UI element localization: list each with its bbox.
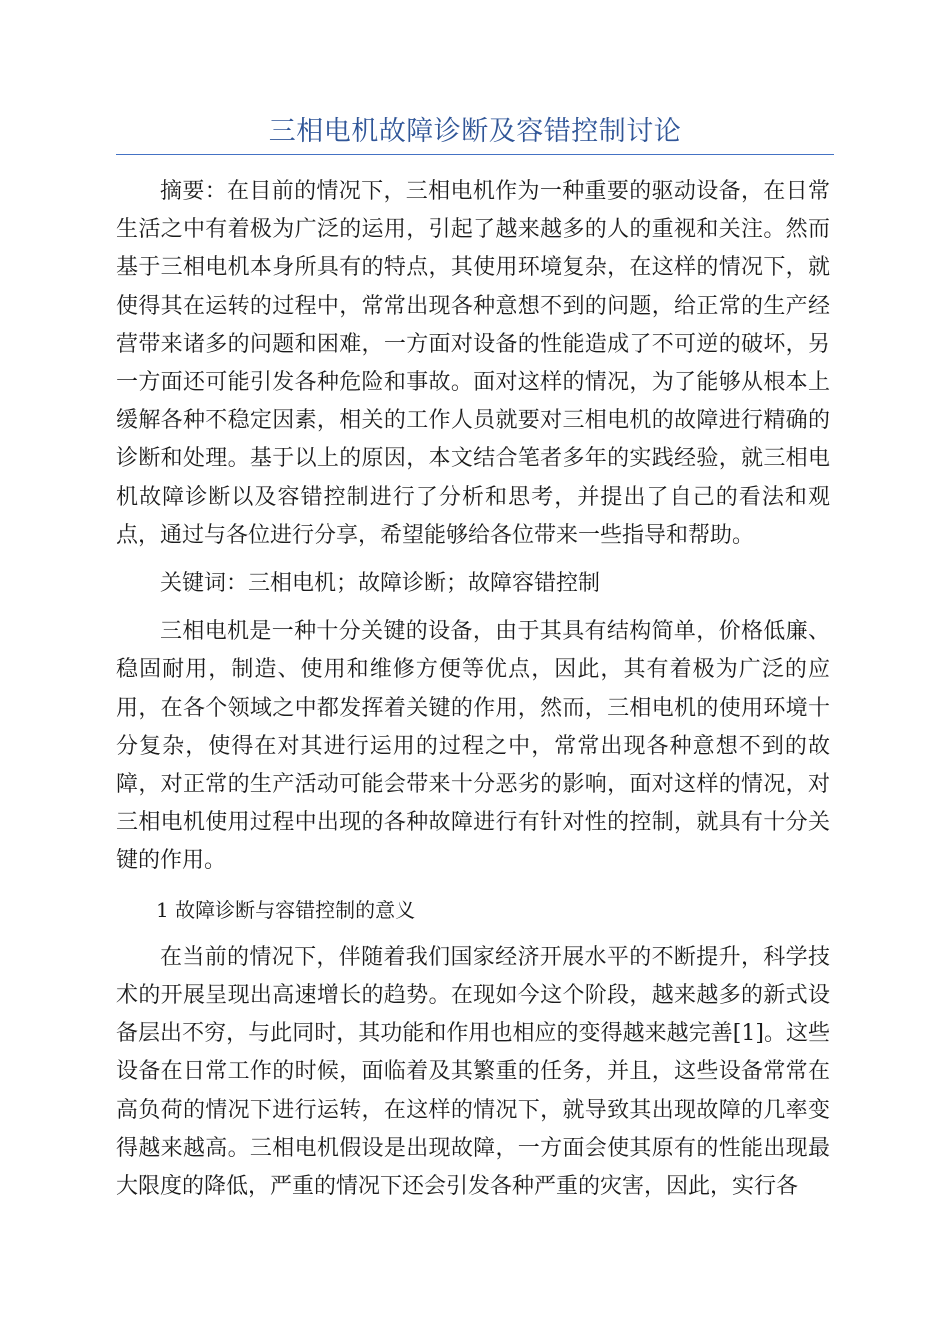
document-title: 三相电机故障诊断及容错控制讨论	[268, 116, 682, 147]
keywords-line: 关键词：三相电机；故障诊断；故障容错控制	[160, 571, 601, 597]
section-paragraph: 在当前的情况下，伴随着我们国家经济开展水平的不断提升，科学技术的开展呈现出高速增长的趋势。在现如今这个阶段，越来越多的新式设备层出不穷，与此同时，其功能和作用也相应的变得越来越完善[1]。这些设备在日常工作的时候，面临着及其繁重的任务，并且，这些设备常常在高负荷的情况下进行运转，在这样的情况下，就导致其出现故障的几率变得越来越高。三相电机假设是出现故障，一方面会使其原有的性能出现最大限度的降低，严重的情况下还会引发各种严重的灾害，因此，实行各	[116, 944, 830, 1200]
document-body	[116, 173, 830, 1216]
section-heading: 1 故障诊断与容错控制的意义	[156, 897, 416, 922]
title-underline	[116, 154, 834, 155]
intro-paragraph: 三相电机是一种十分关键的设备，由于其具有结构简单，价格低廉、稳固耐用，制造、使用和维修方便等优点，因此，其有着极为广泛的应用，在各个领域之中都发挥着关键的作用，然而，三相电机的使用环境十分复杂，使得在对其进行运用的过程之中，常常出现各种意想不到的故障，对正常的生产活动可能会带来十分恶劣的影响，面对这样的情况，对三相电机使用过程中出现的各种故障进行有针对性的控制，就具有十分关键的作用。	[116, 619, 830, 874]
abstract-paragraph: 摘要：在目前的情况下，三相电机作为一种重要的驱动设备，在日常生活之中有着极为广泛的运用，引起了越来越多的人的重视和关注。然而基于三相电机本身所具有的特点，其使用环境复杂，在这样的情况下，就使得其在运转的过程中，常常出现各种意想不到的问题，给正常的生产经营带来诸多的问题和困难，一方面对设备的性能造成了不可逆的破坏，另一方面还可能引发各种危险和事故。面对这样的情况，为了能够从根本上缓解各种不稳定因素，相关的工作人员就要对三相电机的故障进行精确的诊断和处理。基于以上的原因，本文结合笔者多年的实践经验，就三相电机故障诊断以及容错控制进行了分析和思考，并提出了自己的看法和观点，通过与各位进行分享，希望能够给各位带来一些指导和帮助。	[116, 179, 830, 548]
